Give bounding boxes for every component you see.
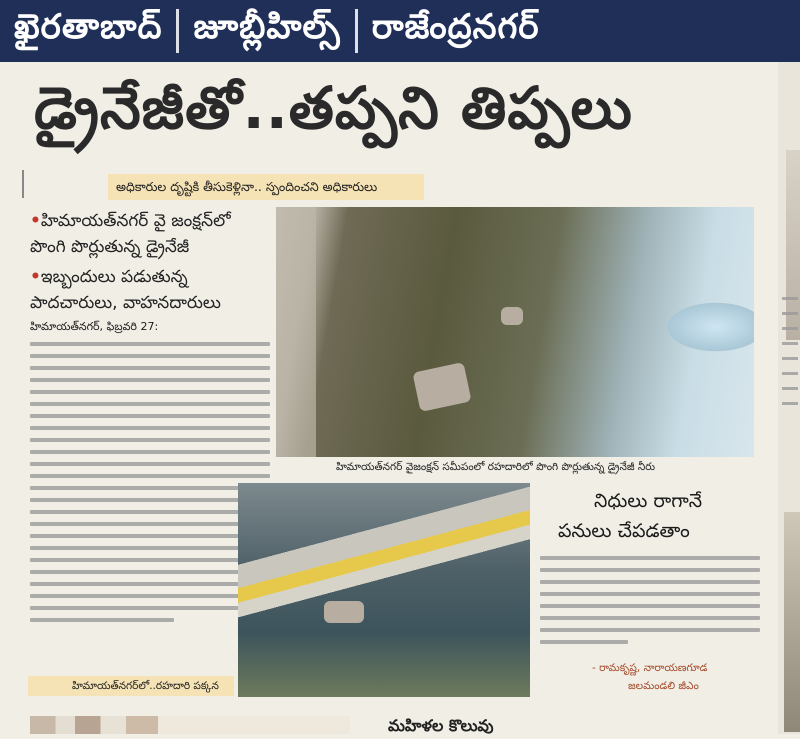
main-photo-caption: హిమాయత్‌నగర్ వైజంక్షన్ సమీపంలో రహదారిలో పొంగి పొర్లుతున్న డ్రైనేజీ నీరు (336, 461, 656, 473)
kicker: అధికారుల దృష్టికి తీసుకెళ్లినా.. స్పందించని అధికారులు (108, 174, 424, 200)
dateline: హిమాయత్‌నగర్, ఫిబ్రవరి 27: (30, 320, 159, 333)
rock-shape (324, 601, 364, 623)
article-body (30, 320, 270, 629)
rock-shape (501, 307, 523, 325)
byline-line-2: జలమండలి జీఎం (628, 680, 699, 692)
masthead (0, 0, 800, 62)
byline-line-1: - రామకృష్ణ, నారాయణగూడ (592, 662, 708, 674)
bottom-teaser-headline: మహిళల కొలువు (388, 716, 494, 735)
second-photo-caption: హిమాయత్‌నగర్‌లో..రహదారి పక్కన (28, 676, 234, 696)
adjacent-photo (784, 512, 800, 732)
sub-story-body (540, 548, 760, 651)
masthead-area-1: ఖైరతాబాద్ (14, 7, 163, 47)
headline-rule (22, 170, 24, 198)
masthead-area-2: జూబ్లీహిల్స్ (193, 7, 341, 47)
bullet-dot: • (30, 267, 41, 287)
curb-shape (276, 207, 316, 457)
rock-shape (412, 362, 471, 412)
masthead-divider (355, 9, 358, 53)
masthead-divider (176, 9, 179, 53)
bullet-1 (30, 208, 255, 260)
adjacent-column (778, 62, 800, 734)
bullet-2 (30, 264, 255, 316)
bullet-dot: • (30, 211, 41, 231)
photo-roadside-water (238, 483, 530, 697)
bullet-1-text: హిమాయత్‌నగర్ వై జంక్షన్‌లో పొంగి పొర్లుతున్న డ్రైనేజీ (30, 211, 231, 257)
bullet-2-text: ఇబ్బందులు పడుతున్న పాదచారులు, వాహనదారులు (30, 267, 221, 313)
headline: డ్రైనేజీతో..తప్పని తిప్పలు (34, 74, 633, 142)
photo-drainage-overflow (276, 207, 754, 457)
subheadline-line-2: పనులు చేపడతాం (558, 520, 690, 542)
masthead-area-3: రాజేంద్రనగర్ (371, 7, 540, 47)
subheadline-line-1: నిధులు రాగానే (594, 490, 703, 512)
bottom-photo-strip (30, 716, 350, 734)
bullet-points (30, 208, 275, 316)
